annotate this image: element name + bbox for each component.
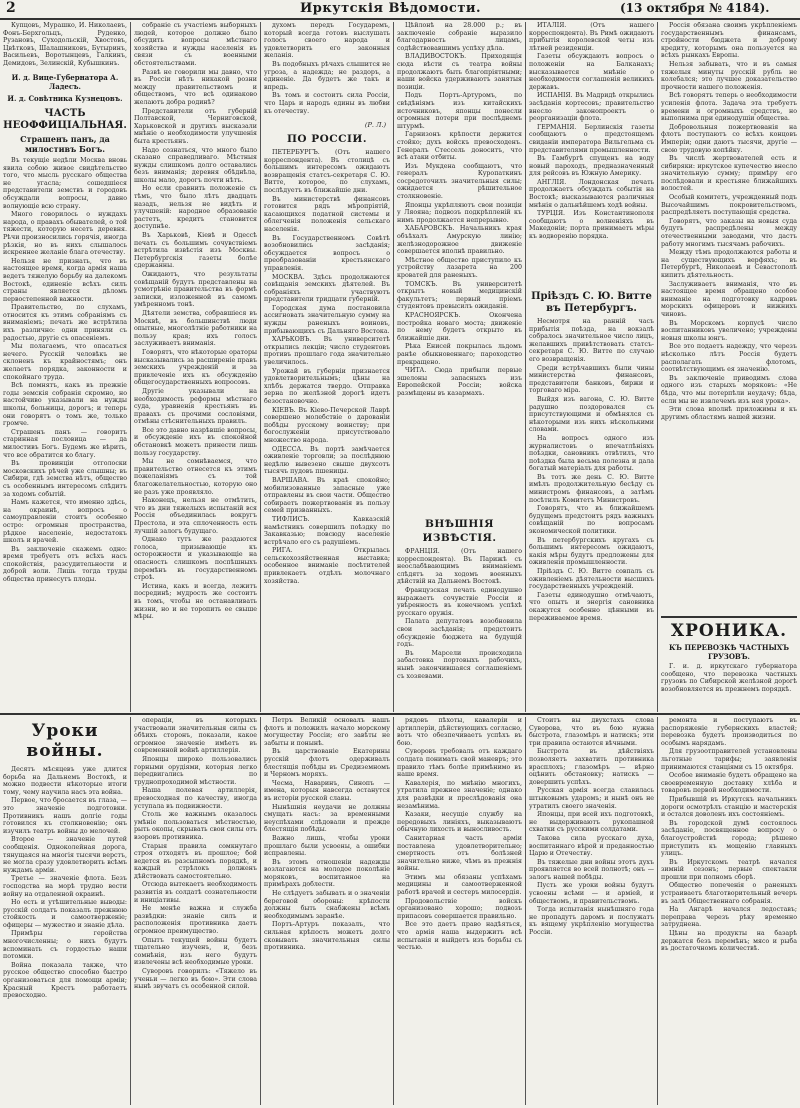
foreign-news-continued: ИТАЛІЯ. (Отъ нашего корреспондента). Въ Римѣ ожидаютъ прибытія королевской четы изъ лѣтней резиденціи. Газеты обсуждаютъ вопросъ о положеніи на Балканахъ; высказывается мнѣніе о необходимости соглашенія великихъ державъ. ИСПАНІЯ. Въ Мадридѣ открылись засѣданія кортесовъ; правительство внесло законопроектъ о реорганизаціи флота. ГЕРМАНІЯ. Берлинскія газеты сообщаютъ о предстоящемъ свиданіи императора Вильгельма съ представителями промышленности. Въ Гамбургѣ спущенъ на воду новый пароходъ, предназначенный для рейсовъ въ Южную Америку. АНГЛІЯ. Лондонская печать продолжаетъ обсуждать событія на Востокѣ; высказываются различныя мнѣнія о дальнѣйшемъ ходѣ войны. ТУРЦІЯ. Изъ Константинополя сообщаютъ о волненіяхъ въ Македоніи; порта принимаетъ мѣры къ водворенію порядка. <box>529 22 654 241</box>
witte-article-text: Несмотря на ранній часъ прибытія поѣзда, на вокзалѣ собралось значительное число лицъ, желавшихъ привѣтствовать статсъ-секретаря С. Ю. Витте по случаю его возвращенія. Среди встрѣчавшихъ были чины министерства финансовъ, представители банковъ, биржи и торговаго міра. Выйдя изъ вагона, С. Ю. Витте радушно поздоровался съ присутствующими и обмѣнялся съ нѣкоторыми изъ нихъ нѣсколькими словами. На вопросъ одного изъ журналистовъ о впечатлѣніяхъ поѣздки, сановникъ отвѣтилъ, что поѣздка была весьма полезна и дала богатый матеріалъ для работы. Въ тотъ же день С. Ю. Витте имѣлъ продолжительную бесѣду съ министромъ финансовъ, а затѣмъ посѣтилъ Комитетъ Министровъ. Говорятъ, что въ ближайшемъ будущемъ предстоитъ рядъ важныхъ совѣщаній по вопросамъ экономической политики. Въ петербургскихъ кругахъ съ большимъ интересомъ ожидаютъ, какія мѣры будутъ предложены для оживленія промышленности. Пріѣздъ С. Ю. Витте совпалъ съ оживленіемъ дѣятельности высшихъ государственныхъ учрежденій. Газеты единодушно отмѣчаютъ, что опытъ и энергія сановника окажутся особенно цѣнными въ переживаемое время. <box>529 318 654 622</box>
misc-news-text: Россія обязана своимъ укрѣпленіемъ государственнымъ финансамъ, стройности бюджета и доброму кредиту, которымъ она пользуется на всѣхъ рынкахъ Европы. Нельзя забывать, что и въ самыя тяжелыя минуты русскій рубль не колебался; это лучшее доказательство прочности нашего положенія. Всѣ говорятъ теперь о необходимости усиленія флота. Задача эта требуетъ времени и огромныхъ средствъ, но выполнима при единодушіи общества. Добровольныя пожертвованія на флотъ поступаютъ со всѣхъ концовъ Имперіи; одни даютъ тысячи, другіе — свою трудовую копѣйку. Въ числѣ жертвователей есть и сибиряки: иркутское купечество внесло значительную сумму; примѣру его послѣдовали и крестьяне ближайшихъ волостей. Особый комитетъ, учрежденный подъ Высочайшимъ покровительствомъ, распредѣляетъ поступающія средства. Говорятъ, что заказы на новыя суда будутъ распредѣлены между отечественными заводами, что дастъ работу многимъ тысячамъ рабочихъ. Между тѣмъ продолжаются работы и на существующихъ верфяхъ; въ Петербургѣ, Николаевѣ и Севастополѣ кипитъ дѣятельность. Заслуживаетъ вниманія, что въ настоящее время обращено особое вниманіе на подготовку кадровъ морскихъ офицеровъ и нижнихъ чиновъ. Въ Морскомъ корпусѣ число воспитанниковъ увеличено; учреждены новыя школы юнгъ. Все это подаетъ надежду, что черезъ нѣсколько лѣтъ Россія будетъ располагать флотомъ, соотвѣтствующимъ ея значенію. Въ заключеніе приводимъ слова одного изъ старыхъ моряковъ: «Не бѣда, что мы потерпѣли неудачу; бѣда, если мы не извлечемъ изъ нея урока». Эти слова вполнѣ приложимы и къ другимъ областямъ нашей жизни. <box>661 22 797 421</box>
signature-line-2: И. д. Совѣтника Кузнецовъ. <box>7 94 123 103</box>
chronicle-intro: Г. и. д. иркутскаго губернатора сообщено, что перевозка частныхъ грузовъ по Сибирской желѣзной дорогѣ возобновляется въ прежнемъ порядкѣ. <box>661 663 797 693</box>
column-6 <box>661 22 797 712</box>
article-title-witte: Прiѣздъ С. Ю. Витте въ Петербургъ. <box>531 291 652 314</box>
lower-column-3 <box>264 717 390 1105</box>
column-rule <box>130 22 131 712</box>
signature-line-1: И. д. Вице-Губернатора А. Ладесъ. <box>11 73 119 91</box>
section-heading-foreign: ВНѢШНІЯ ИЗВѢСТІЯ. <box>422 518 497 544</box>
war-lessons-continued-3: рядовъ пѣхоты, кавалеріи и артиллеріи, дѣйствующихъ согласно, вотъ что обезпечиваетъ успѣхъ въ бою. Суворовъ требовалъ отъ каждаго солдата понимать свой маневръ; это правило тѣмъ болѣе примѣнимо въ наше время. Кавалерія, по мнѣнію многихъ, утратила прежнее значеніе; однако для развѣдки и преслѣдованія она незамѣнима. Казаки, несущіе службу на передовыхъ линіяхъ, выказываютъ обычную лихость и выносливость. Санитарная часть арміи поставлена удовлетворительно; смертность отъ болѣзней значительно ниже, чѣмъ въ прежнія войны. Этимъ мы обязаны успѣхамъ медицины и самоотверженной работѣ врачей и сестеръ милосердія. Продовольствіе войскъ организовано хорошо; подвозъ припасовъ совершается правильно. Все это даетъ право надѣяться, что армія наша выдержитъ всѣ испытанія и выйдетъ изъ борьбы съ честью. <box>397 717 522 952</box>
page-number: 2 <box>6 0 16 16</box>
war-lessons-text: Десятъ мѣсяцевъ уже длится борьба на Дальнемъ Востокѣ, и можно подвести нѣкоторые итоги тому, чему научила насъ эта война. Первое, что бросается въ глаза, — это значеніе подготовки. Противникъ нашъ долгіе годы готовился къ столкновенію; онъ изучилъ театръ войны до мелочей. Второе — значеніе путей сообщенія. Одноколейная дорога, тянущаяся на многія тысячи верстъ, не могла сразу удовлетворить всѣмъ нуждамъ арміи. Третье — значеніе флота. Безъ господства на морѣ трудно вести войну на отдаленной окраинѣ. Но есть и утѣшительные выводы: русскій солдатъ показалъ прежнюю стойкость и самоотверженіе; офицеры — мужество и знаніе дѣла. Примѣры геройства многочисленны; о нихъ будутъ вспоминать съ гордостью наши потомки. Война показала также, что русское общество способно быстро организоваться для помощи арміи; Красный Крестъ работаетъ превосходно. <box>3 766 127 1000</box>
column-rule <box>260 22 261 712</box>
column-3 <box>264 22 390 712</box>
article-title: Страшенъ панъ, да милостивъ Богъ. <box>20 134 110 154</box>
issue-date: (13 октября № 4184). <box>620 1 770 15</box>
masthead <box>0 0 800 20</box>
lower-column-1 <box>3 717 127 1105</box>
column-rule <box>657 717 658 1105</box>
lower-column-2 <box>134 717 257 1105</box>
foreign-news-text: ФРАНЦІЯ. (Отъ нашего корреспондента). Въ Парижѣ съ неослабѣвающимъ вниманіемъ слѣдятъ за ходомъ военныхъ дѣйствій на Дальнемъ Востокѣ. Французская печать единодушно выражаетъ сочувствіе Россіи и увѣренность въ конечномъ успѣхѣ русскаго оружія. Палата депутатовъ возобновила свои засѣданія; предстоитъ обсужденіе бюджета на будущій годъ. Въ Марсели происходила забастовка портовыхъ рабочихъ, нынѣ закончившаяся соглашеніемъ съ хозяевами. <box>397 548 522 680</box>
column-rule <box>130 717 131 1105</box>
lower-column-5 <box>529 717 654 1105</box>
newspaper-title: Иркутскія Вѣдомости. <box>300 1 482 16</box>
column-rule <box>657 22 658 712</box>
official-notice-text: Купцовъ, Мурашко, И. Николаевъ, Фонъ-Берхгольцъ, Руденко, Рузановъ, Суходольскій, Хвостовъ, Цвѣтковъ, Шалашниковъ, Бутыринъ, Васильевъ, Воротынцевъ, Галкинъ, Демидовъ, Зелинскій, Кубышкинъ. <box>3 22 127 67</box>
russia-news-text: ПЕТЕРБУРГЪ. (Отъ нашего корреспондента). Въ столицѣ съ большимъ интересомъ ожидаютъ возвращенія статсъ-секретаря С. Ю. Витте, которое, по слухамъ, послѣдуетъ въ ближайшіе дни. Въ министерствѣ финансовъ готовится рядъ мѣропріятій, касающихся податной системы и облегченія положенія сельскаго населенія. Въ Государственномъ Совѣтѣ возобновились засѣданія; обсуждается вопросъ о преобразованіи крестьянскаго управленія. МОСКВА. Здѣсь продолжаются совѣщанія земскихъ дѣятелей. Въ собраніяхъ участвуютъ представители тридцати губерній. Городская дума постановила ассигновать значительную сумму на нужды раненыхъ воиновъ, прибывающихъ съ Дальняго Востока. ХАРЬКОВЪ. Въ университетѣ открылись лекціи; число студентовъ противъ прошлаго года значительно увеличилось. Урожай въ губерніи признается удовлетворительнымъ; цѣны на хлѣбъ держатся твердо. Отправка зерна по желѣзной дорогѣ идетъ безостановочно. КІЕВЪ. Въ Кіево-Печерской Лаврѣ совершено молебствіе о дарованіи побѣды русскому воинству; при богослуженіи присутствовало множество народа. ОДЕССА. Въ портѣ замѣчается оживленіе торговли; за послѣднюю недѣлю вывезено свыше двухсотъ тысячъ пудовъ пшеницы. ВАРШАВА. Въ краѣ спокойно; мобилизованные запасные уже отправлены въ свои части. Общество собираетъ пожертвованія въ пользу семей призванныхъ. ТИФЛИСЪ. Кавказскій намѣстникъ совершилъ поѣздку по Закавказью; повсюду населеніе встрѣчало его съ радушіемъ. РИГА. Открылась сельскохозяйственная выставка; особенное вниманіе посѣтителей привлекаетъ отдѣлъ молочнаго хозяйства. <box>264 149 390 585</box>
article-signature: (Р. Л.) <box>364 121 386 129</box>
war-lessons-continued-2: Петръ Великій основалъ нашъ флотъ и положилъ начало морскому могуществу Россіи; его завѣты не забыты и понынѣ. Въ царствованіе Екатерины русскій флотъ одерживалъ блестящія побѣды въ Средиземномъ и Черномъ моряхъ. Чесма, Наваринъ, Синопъ — имена, которыя навсегда останутся въ исторіи русской славы. Нынѣшнія неудачи не должны смущать насъ: за временными неуспѣхами слѣдовали и прежде блестящія побѣды. Важно лишь, чтобы уроки прошлаго были усвоены, а ошибки исправлены. Въ этомъ отношеніи надежды возлагаются на молодое поколѣніе моряковъ, воспитанное на примѣрахъ доблести. Не слѣдуетъ забывать и о значеніи береговой обороны: крѣпости должны быть снабжены всѣмъ необходимымъ заранѣе. Портъ-Артуръ показалъ, что сильная крѣпость можетъ долго сковывать значительныя силы противника. <box>264 717 390 952</box>
column-2 <box>134 22 257 712</box>
column-rule <box>393 22 394 712</box>
section-heading-chronicle: ХРОНИКА. <box>670 621 788 641</box>
war-lessons-continued-4: Стоитъ вы двухстахъ слова Суворова, что въ бою нужна быстрота, глазомѣръ и натискъ; эти три правила остаются вѣчными. Быстрота въ дѣйствіяхъ позволяетъ захватить противника врасплохъ; глазомѣръ — вѣрно оцѣнить обстановку; натискъ — довершить успѣхъ. Русская армія всегда славилась штыковымъ ударомъ; и нынѣ онъ не утратилъ своего значенія. Японцы, при всей ихъ подготовкѣ, не выдерживаютъ рукопашной схватки съ русскими солдатами. Такова сила русскаго духа, воспитаннаго вѣрой и преданностью Царю и Отечеству. Въ тяжелые дни войны этотъ духъ проявляется во всей полнотѣ; онъ — залогъ нашей побѣды. Пусть же уроки войны будутъ усвоены всѣми — и арміей, и обществомъ, и правительствомъ. Тогда испытанія нынѣшняго года не пропадутъ даромъ и послужатъ къ вящему укрѣпленію могущества Россіи. <box>529 717 654 937</box>
section-divider <box>661 616 797 618</box>
lower-column-6 <box>661 717 797 1105</box>
lower-column-4 <box>397 717 522 1105</box>
column-rule <box>260 717 261 1105</box>
article-continuation: собраніе съ участіемъ выборныхъ людей, которое должно было обсудить вопросы мѣстнаго хозяйства и нужды населенія въ связи съ военными обстоятельствами. Развѣ не говорили мы давно, что въ Россіи нѣтъ никакой розни между правительствомъ и обществомъ, что всѣ одинаково желаютъ добра родинѣ? Представители отъ губерній Полтавской, Черниговской, Харьковской и другихъ высказали мнѣніе о необходимости улучшенія быта крестьянъ. Надо сознаться, что много было сказано справедливаго. Мѣстныя нужды слишкомъ долго оставались безъ вниманія; деревня обѣднѣла, школы мало, дорогъ почти нѣтъ. Но если сравнить положеніе съ тѣмъ, что было лѣтъ двадцать назадъ, нельзя не видѣть и улучшеній: народное образованіе растетъ, кредитъ становится доступнѣе. Въ Харьковѣ, Кіевѣ и Одессѣ печать съ большимъ сочувствіемъ встрѣтила извѣстія изъ Москвы. Петербургскія газеты болѣе сдержанны. Ожидаютъ, что результаты совѣщаній будутъ представлены на усмотрѣніе правительства въ формѣ записки, изложенной въ самомъ умѣренномъ тонѣ. Дѣятели земства, собравшіеся въ Москвѣ, въ большинствѣ люди опытные, многолѣтніе работники на пользу края; ихъ голосъ заслуживаетъ вниманія. Говорятъ, что нѣкоторые ораторы высказывались за расширеніе правъ земскихъ учрежденій и за привлеченіе ихъ къ обсужденію общегосударственныхъ вопросовъ. Другіе указывали на необходимость реформы мѣстнаго суда, уравненія крестьянъ въ правахъ съ прочими сословіями, отмѣны стѣснительныхъ правилъ. Все это давно назрѣвшіе вопросы, и обсужденіе ихъ въ спокойной обстановкѣ можетъ принести лишь пользу государству. Мы не сомнѣваемся, что правительство отнесется къ этимъ пожеланіямъ съ той благожелательностью, которую оно не разъ уже проявляло. Наконецъ, нельзя не отмѣтить, что въ дни тяжелыхъ испытаній вся Россія объединилась вокругъ Престола, и эта сплоченность есть лучшій залогъ будущаго. Однако тутъ же раздаются голоса, призывающіе къ осторожности и указывающіе на опасность слишкомъ поспѣшныхъ перемѣнъ въ государственномъ строѣ. Истина, какъ и всегда, лежитъ посрединѣ; мудрость же состоитъ въ томъ, чтобы не останавливать жизни, но и не торопить ее свыше мѣры. <box>134 22 257 621</box>
column-rule <box>525 717 526 1105</box>
column-4 <box>397 22 522 712</box>
section-heading-russia: ПО РОССІИ. <box>287 133 367 145</box>
article-title-war-lessons: Уроки войны. <box>26 721 104 761</box>
column-rule <box>393 717 394 1105</box>
section-heading-unofficial: ЧАСТЬ НЕОФФИЦІАЛЬНАЯ. <box>3 108 127 131</box>
column-5 <box>529 22 654 712</box>
article-ending: духомъ передъ Государемъ, который всегда готовъ выслушать голосъ своего народа и удовлетворить его законныя желанія. Въ подобныхъ рѣчахъ слышится не угроза, а надежда; не раздоръ, а единеніе. Да будетъ же такъ и впредь. Въ томъ и состоитъ сила Россіи, что Царь и народъ едины въ любви къ отечеству. <box>264 22 390 115</box>
column-rule <box>525 22 526 712</box>
war-lessons-continued: операціи, въ которыхъ участвовали значительныя силы съ обѣихъ сторонъ, показали, какое огромное значеніе имѣетъ въ современной войнѣ артиллерія. Японцы широко пользовались горными орудіями, которыя легко передвигались по труднопроходимой мѣстности. Наша полевая артиллерія, превосходная по качеству, иногда уступала въ подвижности. Столь же важнымъ оказалось умѣніе пользоваться мѣстностью, рыть окопы, скрывать свои силы отъ взоровъ противника. Старыя правила сомкнутаго строя отходятъ въ прошлое; бой ведется въ разсыпномъ порядкѣ, и каждый стрѣлокъ долженъ дѣйствовать самостоятельно. Отсюда вытекаетъ необходимость развитія въ солдатѣ сознательности и иниціативы. Не менѣе важна и служба развѣдки: знаніе силъ и расположенія противника даетъ огромное преимущество. Опытъ текущей войны будетъ тщательно изученъ, и, безъ сомнѣнія, изъ него будутъ извлечены всѣ необходимые уроки. Суворовъ говорилъ: «Тяжело въ ученьи — легко въ бою». Эти слова нынѣ звучатъ съ особенной силой. <box>134 717 257 991</box>
article-body: Въ текущіе недѣли Москва вновь явила собою живое свидѣтельство того, что мысль русскаго общества не угасла; сошедшіеся представители земствъ и городовъ обсуждали вопросы, давно волнующіе всю страну. Много говорилось о нуждахъ народа, о правахъ обывателей, о той тяжести, которую несетъ деревня. Рѣчи произносились горячія, иногда рѣзкія, но въ нихъ слышалось искреннее желаніе блага отечеству. Нельзя не признать, что въ настоящее время, когда армія наша ведетъ тяжелую борьбу на далекомъ Востокѣ, единеніе всѣхъ силъ страны является дѣломъ первостепенной важности. Правительство, по слухамъ, относится къ этимъ собраніямъ съ вниманіемъ; печать же встрѣтила ихъ различно: одни приняли съ радостью, другіе съ опасеніемъ. Мы полагаемъ, что опасаться нечего. Русскій человѣкъ не склоненъ къ крайностямъ; онъ желаетъ порядка, законности и спокойнаго труда. Всѣ помнятъ, какъ въ прежніе годы земскія собранія скромно, но настойчиво указывали на нужды школы, больницы, дорогъ; и теперь они говорятъ о томъ же, только громче. Страшенъ панъ — говоритъ старинная пословица — да милостивъ Богъ. Будемъ же вѣрить, что все обратится ко благу. Въ провинціи отголоски московскихъ рѣчей уже слышны; въ Сибири, гдѣ земства нѣтъ, общество съ особеннымъ интересомъ слѣдитъ за ходомъ событій. Намъ кажется, что именно здѣсь, на окраинѣ, вопросъ о самоуправленіи стоитъ особенно остро: огромныя пространства, рѣдкое населеніе, недостатокъ школъ и врачей. Въ заключеніе скажемъ одно: время требуетъ отъ всѣхъ насъ спокойствія, разсудительности и доброй воли. Лишь тогда труды общества принесутъ плоды. <box>3 157 127 584</box>
chronicle-continued: ремонта и поступаютъ въ распоряженіе губернскихъ властей; перевозка будетъ производиться по особымъ нарядамъ. Для грузоотправителей установлены льготные тарифы; заявленія принимаются станціями съ 15 октября. Особое вниманіе будетъ обращено на своевременную доставку хлѣба и товаровъ первой необходимости. Прибывшій въ Иркутскъ начальникъ дороги осмотрѣлъ станцію и мастерскія и остался доволенъ ихъ состояніемъ. Въ городской думѣ состоялось засѣданіе, посвященное вопросу о благоустройствѣ города; рѣшено приступить къ мощенію главныхъ улицъ. Въ Иркутскомъ театрѣ начался зимній сезонъ; первые спектакли прошли при полномъ сборѣ. Общество попеченія о раненыхъ устраиваетъ благотворительный вечеръ въ залѣ Общественнаго собранія. На Ангарѣ начался ледоставъ; переправа черезъ рѣку временно затруднена. Цѣны на продукты на базарѣ держатся безъ перемѣнъ; мясо и рыба въ достаточномъ количествѣ. <box>661 717 797 953</box>
section-divider <box>0 713 800 715</box>
russia-news-continued: Цѣйлонѣ на 28.000 р.; въ заключеніе собраніе выразило благодарность лицамъ, содѣйствовавшимъ успѣху дѣла. ВЛАДИВОСТОКЪ. Приходящія сюда вѣсти съ театра войны продолжаютъ быть благопріятными; наши войска удерживаютъ занятыя позиціи. Подъ Портъ-Артуромъ, по свѣдѣніямъ изъ китайскихъ источниковъ, японцы понесли огромныя потери при послѣднемъ штурмѣ. Гарнизонъ крѣпости держится стойко; духъ войскъ превосходенъ. Генералъ Стессель доноситъ, что всѣ атаки отбиты. Изъ Мукдена сообщаютъ, что генералъ Куропаткинъ сосредоточилъ значительныя силы; ожидается рѣшительное столкновеніе. Японцы укрѣпляютъ свои позиціи у Ляояна; подвозъ подкрѣпленій къ нимъ продолжается непрерывно. ХАБАРОВСКЪ. Начальникъ края объѣхалъ Амурскую линію; желѣзнодорожное движеніе совершается вполнѣ правильно. Мѣстное общество приступило къ устройству лазарета на 200 кроватей для раненыхъ. ТОМСКЪ. Въ университетѣ открытъ новый медицинскій факультетъ; первый пріемъ студентовъ превысилъ ожиданія. КРАСНОЯРСКЪ. Окончена постройка новаго моста; движеніе по нему будетъ открыто въ ближайшіе дни. Рѣка Енисей покрылась льдомъ ранѣе обыкновеннаго; пароходство прекращено. ЧИТА. Сюда прибыли первые эшелоны запасныхъ изъ Европейской Россіи; войска размѣщены въ казармахъ. <box>397 22 522 397</box>
chronicle-subheading: КЪ ПЕРЕВОЗКѢ ЧАСТНЫХЪ ГРУЗОВЪ. <box>668 643 790 661</box>
column-1 <box>3 22 127 712</box>
